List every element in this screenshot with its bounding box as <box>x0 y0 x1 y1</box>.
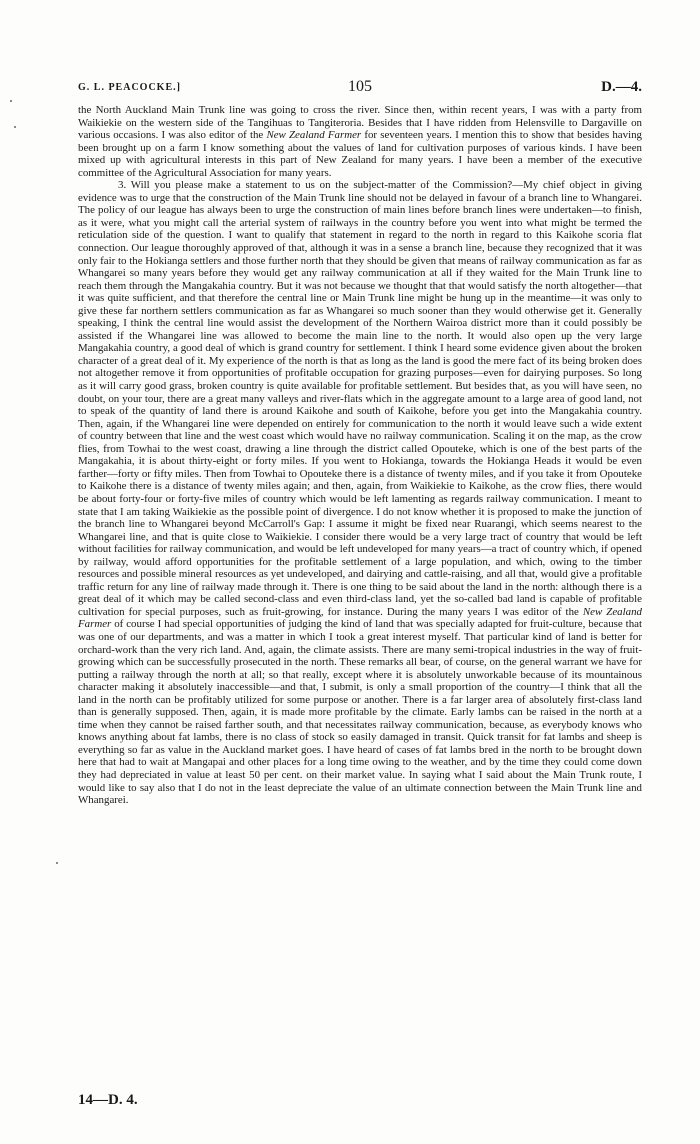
paragraph-question-3: 3. Will you please make a statement to us on the subject-matter of the Commission?—My chief object in giving evidence was to urge that the construction of the Main Trunk line should not be delayed in favour of a branch line to Whangarei. The policy of our league has always been to urge the construction of main lines before branch lines were undertaken—to finish, as it were, what you might call the arterial system of railways in the country before you went into what might be termed the reticulation side of the question. I want to qualify that statement in regard to the north in regard to this Kaikohe scoria flat connection. Our league thoroughly approved of that, although it was in a sense a branch line, because they recognized that it was only fair to the Hokianga settlers and those further north that they should be given that means of railway communication as far as Whangarei so many years before they would get any railway communication at all if they waited for the Main Trunk line to reach them through the Mangakahia country. But it was not because we thought that that would satisfy the north altogether—that it was quite sufficient, and that therefore the central line or Main Trunk line might be hung up in the meantime—it was only to give these far northern settlers communication as far as Whangarei so much sooner than they would otherwise get it. Generally speaking, I think the central line would assist the development of the Northern Wairoa district more than it could possibly be assisted if the Whangarei line was allowed to become the main line to the north. It would also open up the very large Mangakahia country, a good deal of which is grand country for settlement. I think I heard some evidence given about the broken character of a great deal of it. My experience of the north is that as long as the land is good the mere fact of its being broken does not altogether remove it from opportunities of profitable occupation for grazing purposes—even for dairying purposes. So long as it will carry good grass, broken country is quite available for profitable settlement. But besides that, as you will have seen, no doubt, on your tour, there are a great many valleys and river-flats which in the aggregate amount to a large area of good land, not to speak of the quantity of land there is around Kaikohe and south of Kaikohe, before you get into the Mangakahia country. Then, again, if the Whangarei line were depended on entirely for communication to the north it would leave such a wide extent of country between that line and the west coast which would have no railway communication. Scaling it on the map, as the crow flies, from Towhai to the west coast, drawing a line through the district called Opouteke, which is one of the best parts of the Mangakahia, it is about thirty-eight or forty miles. If you went to Hokianga, towards the Hokianga Heads it would be even farther—forty or fifty miles. Then from Towhai to Opouteke there is a distance of twenty miles, and if you take it from Opouteke to Kaikohe there is a distance of twenty miles again; and then, again, from Waikiekie to Kaikohe, as the crow flies, there would be about forty-four or forty-five miles of country which would be left lamenting as regards railway communication. I meant to state that I am taking Waikiekie as the possible point of divergence. I do not know whether it is proposed to make the junction of the branch line to Whangarei beyond McCarroll's Gap: I assume it might be fixed near Ruarangi, which seems nearest to the Whangarei line, and that is quite close to Waikiekie. I consider there would be a very large tract of country that would be left without facilities for railway communication, and would be left undeveloped for many years—a tract of country which, if opened by railway, would afford opportunities for the profitable settlement of a large population, and which, owing to the timber resources and possible mineral resources as yet undeveloped, and dairying and cattle-raising, and all that, would give a profitable traffic return for any line of railway made through it. There is one thing to be said about the land in the north: although there is a great deal of it which may be called second-class and even third-class land, yet the so-called bad land is capable of profitable cultivation for special purposes, such as fruit-growing, for instance. During the many years I was editor of the New Zealand Farmer of course I had special opportunities of judging the kind of land that was specially adapted for fruit-culture, because that was one of our departments, and was a matter in which I took a great interest myself. That particular kind of land is better for orchard-work than the very rich land. And, again, the climate assists. There are many semi-tropical industries in the way of fruit-growing which can be successfully prosecuted in the north. These remarks all bear, of course, on the general warrant we have for putting a railway through the north at all; so that really, except where it is absolutely unworkable because of its mountainous character making it absolutely inaccessible—and that, I submit, is only a small proportion of the country—I think that all the land in the north can be profitably utilized for some purpose or another. There is a far larger area of absolutely first-class land than is generally supposed. Then, again, it is made more profitable by the climate. Early lambs can be raised in the north at a time when they cannot be raised farther south, and that necessitates railway communication, because, as everybody knows who knows anything about fat lambs, there is no class of stock so easily damaged in transit. Quick transit for fat lambs and sheep is everything so far as value in the Auckland market goes. I have heard of cases of fat lambs bred in the north to be brought down here that had to wait at Mangapai and other places for a long time owing to the weather, and by the time they could come down they had depreciated in value at least 50 per cent. on their market value. In saying what I said about the Main Trunk route, I would like to say also that I do not in the least depreciate the value of an ultimate connection between the Main Trunk line and Whangarei. <box>78 179 642 807</box>
scan-speck <box>10 100 12 102</box>
header-author: G. L. PEACOCKE.] <box>78 82 181 93</box>
page-footer: 14—D. 4. <box>78 1092 138 1108</box>
page-header <box>78 78 642 100</box>
scan-speck <box>56 862 58 864</box>
scan-speck <box>14 126 16 128</box>
paragraph-continuation: the North Auckland Main Trunk line was going to cross the river. Since then, within recent years, I was with a party from Waikiekie on the western side of the Tangihuas to Tangiteroria. Besides that I have ridden from Helensville to Dargaville on various occasions. I was also editor of the New Zealand Farmer for seventeen years. I mention this to show that besides having been brought up on a farm I know something about the values of land for cultivation purposes of various kinds. I have been mixed up with agricultural interests in this part of New Zealand for many years. I have been a member of the executive committee of the Agricultural Association for many years. <box>78 104 643 179</box>
publication-title: New Zealand Farmer <box>266 129 362 142</box>
document-reference: D.—4. <box>601 79 642 95</box>
body-text <box>78 104 642 807</box>
page-number: 105 <box>348 78 372 95</box>
publication-title: New Zealand Farmer <box>78 605 642 631</box>
